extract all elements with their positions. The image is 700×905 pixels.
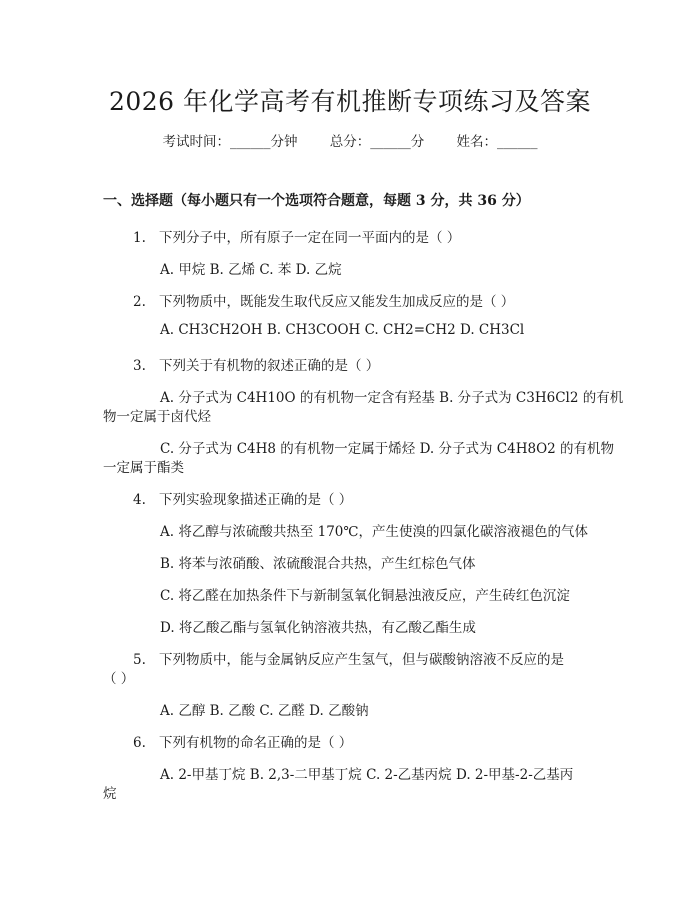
question-2-options: A. CH3CH2OH B. CH3COOH C. CH2=CH2 D. CH3Cl [160,322,525,338]
question-number: 2. [133,294,146,310]
question-4-option-d: D. 将乙酸乙酯与氢氧化钠溶液共热，有乙酸乙酯生成 [160,620,476,636]
question-number: 5. [133,652,146,668]
exam-time: 考试时间：______分钟 [162,134,298,150]
exam-score: 总分：______分 [329,134,425,150]
question-number: 4. [133,492,146,508]
question-1-options: A. 甲烷 B. 乙烯 C. 苯 D. 乙烷 [160,262,342,278]
question-5 [133,648,564,668]
exam-meta [0,130,700,150]
question-6-options-line-2: 烷 [103,786,117,802]
question-5-stem-cont: （ ） [103,671,135,687]
question-5-options: A. 乙醇 B. 乙酸 C. 乙醛 D. 乙酸钠 [160,703,369,719]
question-number: 1. [133,230,146,246]
question-stem: 下列实验现象描述正确的是（ ） [159,492,353,508]
question-4-option-c: C. 将乙醛在加热条件下与新制氢氧化铜悬浊液反应，产生砖红色沉淀 [160,588,570,604]
question-1 [133,226,460,246]
question-stem: 下列有机物的命名正确的是（ ） [159,735,353,751]
question-3-options-line-2: 物一定属于卤代烃 [103,409,211,425]
question-2 [133,290,514,310]
question-3-options-line-4: 一定属于酯类 [103,460,184,476]
question-number: 3. [133,358,146,374]
question-stem: 下列物质中，能与金属钠反应产生氢气，但与碳酸钠溶液不反应的是 [159,652,564,668]
question-3-options-line-3: C. 分子式为 C4H8 的有机物一定属于烯烃 D. 分子式为 C4H8O2 的有机物 [160,441,615,457]
question-stem: 下列物质中，既能发生取代反应又能发生加成反应的是（ ） [159,294,515,310]
question-stem: 下列关于有机物的叙述正确的是（ ） [159,358,380,374]
question-stem: 下列分子中，所有原子一定在同一平面内的是（ ） [159,230,461,246]
question-4 [133,488,352,508]
question-number: 6. [133,735,146,751]
exam-name: 姓名：______ [456,134,538,150]
section-heading: 一、选择题（每小题只有一个选项符合题意，每题 3 分，共 36 分） [103,193,530,209]
question-3 [133,354,379,374]
question-6-options-line-1: A. 2-甲基丁烷 B. 2,3-二甲基丁烷 C. 2-乙基丙烷 D. 2-甲基-2-乙基丙 [160,767,574,783]
question-3-options-line-1: A. 分子式为 C4H10O 的有机物一定含有羟基 B. 分子式为 C3H6Cl2 的有机 [160,390,624,406]
page-title: 2026 年化学高考有机推断专项练习及答案 [108,87,592,116]
question-4-option-a: A. 将乙醇与浓硫酸共热至 170℃，产生使溴的四氯化碳溶液褪色的气体 [160,524,588,540]
question-6 [133,731,352,751]
question-4-option-b: B. 将苯与浓硝酸、浓硫酸混合共热，产生红棕色气体 [160,556,476,572]
